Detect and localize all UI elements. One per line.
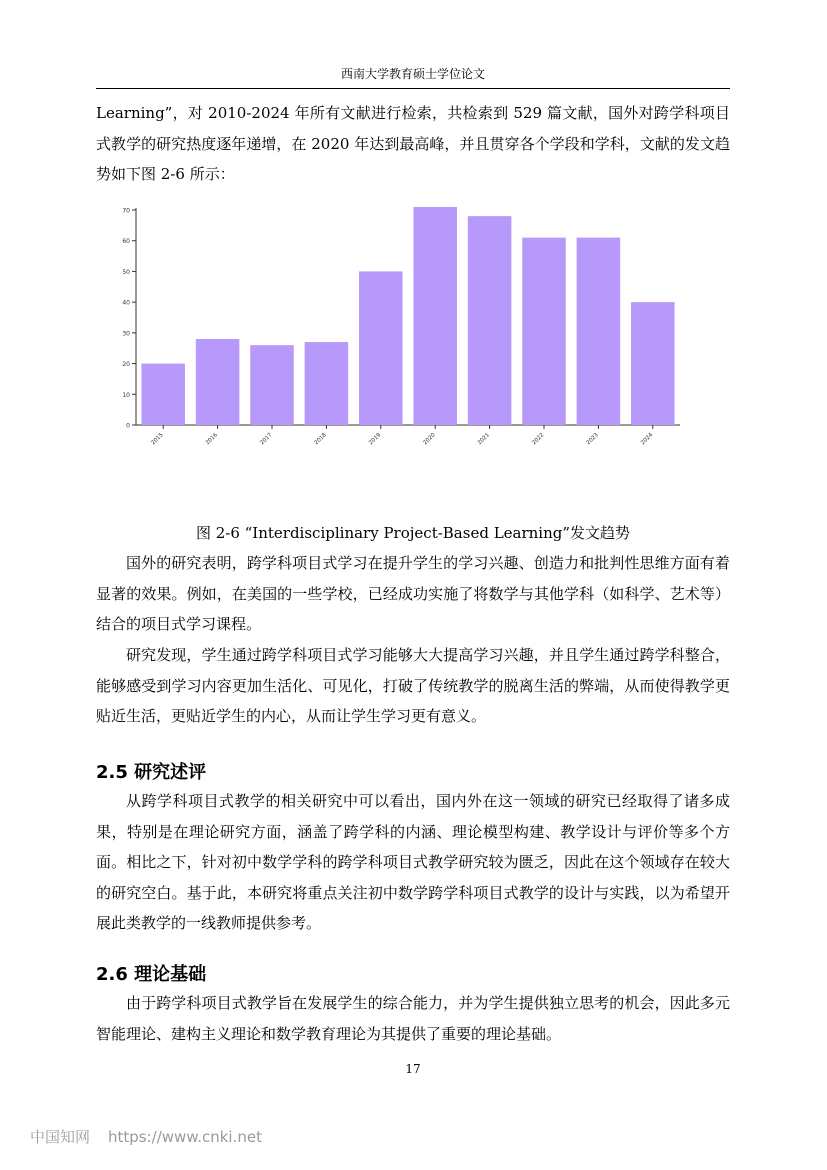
x-tick-label: 2017: [259, 432, 274, 447]
x-tick-label: 2019: [368, 432, 383, 447]
paragraph-research-findings: 研究发现，学生通过跨学科项目式学习能够大大提高学习兴趣，并且学生通过跨学科整合，能够感受到学习内容更加生活化、可见化，打破了传统教学的脱离生活的弊端，从而使得教学更贴近生活，更贴近学生的内心，从而让学生学习更有意义。: [96, 646, 730, 725]
x-tick-label: 2018: [313, 432, 328, 447]
publication-trend-chart: [96, 196, 730, 456]
y-tick-label: 40: [122, 299, 130, 307]
bar-2022: [522, 238, 566, 425]
figure-caption: 图 2-6 “Interdisciplinary Project-Based Learning”发文趋势: [195, 524, 631, 542]
x-tick-label: 2024: [640, 432, 655, 447]
bar-2017: [250, 345, 294, 425]
header-rule: [96, 88, 730, 89]
bar-2023: [577, 238, 621, 425]
bar-2016: [196, 339, 240, 425]
y-tick-label: 50: [122, 268, 130, 276]
y-tick-label: 20: [122, 361, 130, 369]
paragraph-review: 从跨学科项目式教学的相关研究中可以看出，国内外在这一领域的研究已经取得了诸多成果，特别是在理论研究方面，涵盖了跨学科的内涵、理论模型构建、教学设计与评价等多个方面。相比之下，针对初中数学学科的跨学科项目式教学研究较为匮乏，因此在这个领域存在较大的研究空白。基于此，本研究将重点关注初中数学跨学科项目式教学的设计与实践，以为希望开展此类教学的一线教师提供参考。: [96, 792, 730, 932]
watermark-url: https://www.cnki.net: [108, 1128, 262, 1146]
bar-chart-svg: [96, 196, 730, 456]
paragraph-foreign-research: 国外的研究表明，跨学科项目式学习在提升学生的学习兴趣、创造力和批判性思维方面有着显著的效果。例如，在美国的一些学校，已经成功实施了将数学与其他学科（如科学、艺术等）结合的项目式学习课程。: [96, 554, 730, 633]
x-tick-label: 2016: [204, 432, 220, 447]
y-tick-label: 70: [122, 207, 130, 215]
watermark-brand: 中国知网: [30, 1128, 91, 1146]
section-heading-theory: 2.6 理论基础: [96, 964, 207, 985]
paragraph-theory: 由于跨学科项目式教学旨在发展学生的综合能力，并为学生提供独立思考的机会，因此多元智能理论、建构主义理论和数学教育理论为其提供了重要的理论基础。: [96, 994, 730, 1043]
bar-2021: [468, 216, 512, 425]
x-tick-label: 2022: [531, 432, 546, 447]
paragraph-literature-search: Learning”，对 2010-2024 年所有文献进行检索，共检索到 529 篇文献，国外对跨学科项目式教学的研究热度逐年递增，在 2020 年达到最高峰，并且贯穿各个学段和学科，文献的发文趋势如下图 2-6 所示：: [96, 104, 730, 183]
page-number: 17: [405, 1062, 421, 1076]
bar-2019: [359, 271, 403, 425]
x-tick-label: 2015: [150, 432, 165, 447]
page-header: 西南大学教育硕士学位论文: [340, 67, 485, 81]
y-tick-label: 60: [122, 238, 130, 246]
bar-2020: [413, 207, 457, 425]
bar-2024: [631, 302, 675, 425]
x-tick-label: 2020: [422, 432, 437, 447]
y-tick-label: 0: [126, 422, 130, 430]
bar-2015: [141, 364, 185, 425]
cnki-watermark: [30, 1126, 280, 1147]
x-tick-label: 2021: [476, 432, 492, 447]
section-heading-review: 2.5 研究述评: [96, 762, 207, 783]
bar-2018: [305, 342, 349, 425]
y-tick-label: 30: [122, 330, 130, 338]
x-tick-label: 2023: [585, 432, 600, 447]
y-tick-label: 10: [122, 391, 130, 399]
